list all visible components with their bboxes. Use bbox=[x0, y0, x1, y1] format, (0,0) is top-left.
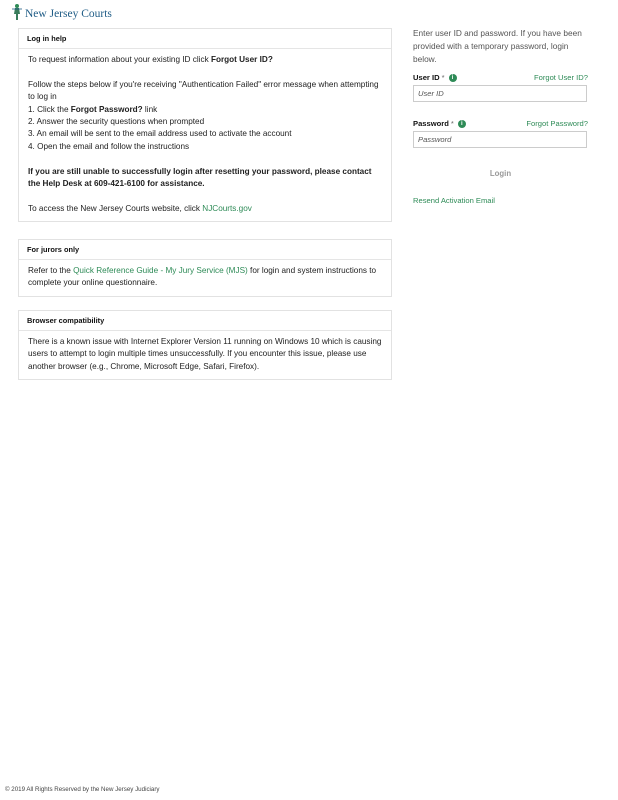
access-website-text: To access the New Jersey Courts website, click NJCourts.gov bbox=[28, 203, 252, 213]
info-icon[interactable]: i bbox=[458, 120, 466, 128]
forgot-password-link[interactable]: Forgot Password? bbox=[526, 119, 588, 129]
login-form bbox=[413, 27, 588, 205]
login-intro: Enter user ID and password. If you have been provided with a temporary password, login below. bbox=[413, 28, 582, 64]
njcourts-link[interactable]: NJCourts.gov bbox=[202, 203, 252, 213]
browser-compat-text: There is a known issue with Internet Explorer Version 11 running on Windows 10 which is causing users to attempt to login multiple times unsuccessfully. If you encounter this issue, please use another browser (e.g., Chrome, Microsoft Edge, Safari, Firefox). bbox=[28, 337, 382, 371]
jurors-title: For jurors only bbox=[19, 240, 391, 260]
forgot-user-id-link[interactable]: Forgot User ID? bbox=[533, 73, 588, 83]
step-1: 1. Click the Forgot Password? link bbox=[28, 104, 158, 114]
info-icon[interactable]: i bbox=[449, 74, 457, 82]
browser-compat-panel bbox=[18, 310, 392, 380]
step-2: 2. Answer the security questions when prompted bbox=[28, 117, 205, 127]
user-id-label: User ID * i bbox=[413, 73, 457, 82]
step-4: 4. Open the email and follow the instructions bbox=[28, 141, 190, 151]
resend-activation-link[interactable]: Resend Activation Email bbox=[413, 196, 495, 206]
request-info-text: To request information about your existing ID click Forgot User ID? bbox=[28, 55, 273, 64]
password-label: Password * i bbox=[413, 119, 466, 128]
footer-copyright: © 2019 All Rights Reserved by the New Jersey Judiciary bbox=[5, 786, 160, 793]
step-3: 3. An email will be sent to the email address used to activate the account bbox=[28, 129, 292, 139]
jurors-panel bbox=[18, 239, 392, 297]
login-help-panel bbox=[18, 28, 392, 222]
follow-steps-text: Follow the steps below if you're receiving "Authentication Failed" error message when attempting to log in bbox=[28, 79, 379, 102]
user-id-input[interactable] bbox=[413, 85, 587, 102]
help-desk-text: If you are still unable to successfully login after resetting your password, please contact the Help Desk at 609-421-6100 for assistance. bbox=[28, 166, 372, 189]
statue-of-justice-icon bbox=[11, 3, 23, 21]
site-logo[interactable] bbox=[11, 3, 112, 21]
login-button[interactable]: Login bbox=[471, 169, 531, 178]
jurors-text: Refer to the Quick Reference Guide - My Jury Service (MJS) for login and system instructions to complete your online questionnaire. bbox=[28, 266, 377, 288]
quick-reference-guide-link[interactable]: Quick Reference Guide - My Jury Service (MJS) bbox=[73, 266, 248, 275]
login-help-title: Log in help bbox=[19, 29, 391, 49]
password-input[interactable] bbox=[413, 131, 587, 148]
browser-compat-title: Browser compatibility bbox=[19, 311, 391, 331]
brand-name: New Jersey Courts bbox=[25, 8, 112, 20]
